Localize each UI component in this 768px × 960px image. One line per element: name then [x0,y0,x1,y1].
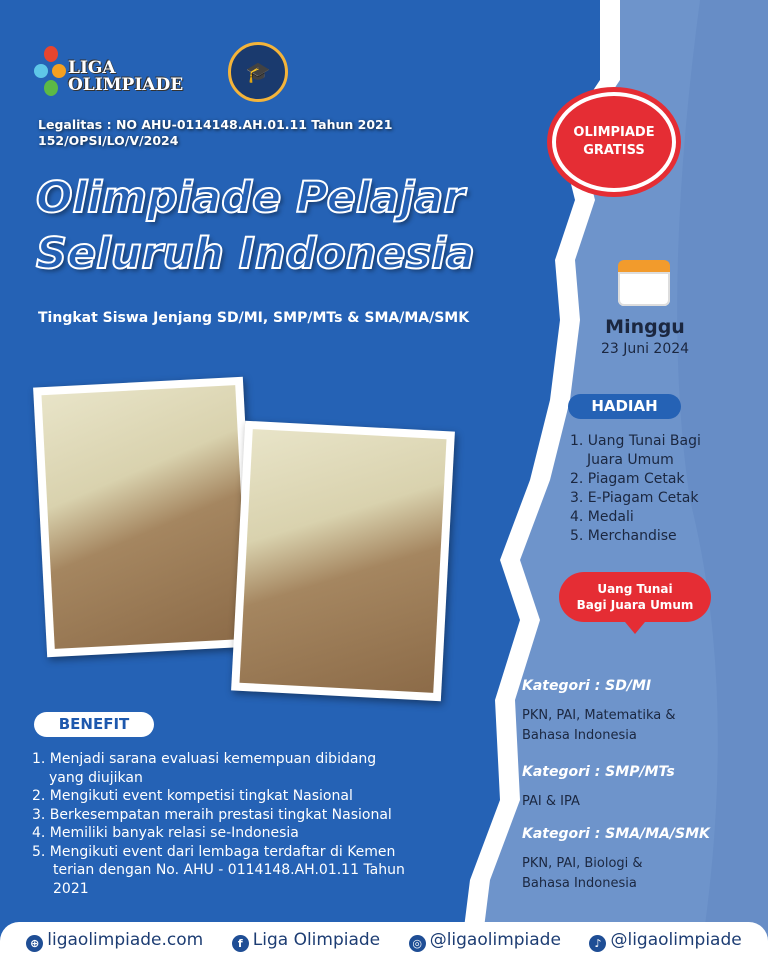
legal-info: Legalitas : NO AHU-0114148.AH.01.11 Tahun 2021 152/OPSI/LO/V/2024 [38,117,393,148]
list-item: 5. Merchandise [570,528,677,544]
list-item: 2021 [53,880,89,897]
smart-student-badge-icon: 🎓 [228,42,288,102]
kategori-sma: Kategori : SMA/MA/SMK PKN, PAI, Biologi & Bahasa Indonesia [522,826,710,891]
list-item: 3. E-Piagam Cetak [570,490,699,506]
student-photo-1 [33,377,257,658]
list-item: 2. Piagam Cetak [570,471,685,487]
website-link[interactable]: ⊕ ligaolimpiade.com [26,930,203,952]
globe-icon: ⊕ [26,935,43,952]
list-item: 1. Uang Tunai Bagi [570,433,701,449]
list-item: yang diujikan [49,769,143,786]
list-item: 5. Mengikuti event dari lembaga terdaftar di Kemen [32,843,396,860]
hadiah-label: HADIAH [568,394,681,419]
kategori-smp: Kategori : SMP/MTs PAI & IPA [522,764,675,809]
prize-callout: Uang Tunai Bagi Juara Umum [559,572,711,622]
calendar-icon [618,260,670,306]
hadiah-list [570,432,701,546]
logo-text: LIGA OLIMPIADE [68,58,184,95]
event-date: 23 Juni 2024 [600,341,690,357]
kategori-sd: Kategori : SD/MI PKN, PAI, Matematika & Bahasa Indonesia [522,678,676,743]
list-item: terian dengan No. AHU - 0114148.AH.01.11 Tahun [53,862,405,878]
list-item: 4. Medali [570,509,634,525]
facebook-link[interactable]: f Liga Olimpiade [232,930,380,952]
list-item: 3. Berkesempatan meraih prestasi tingkat Nasional [32,806,392,823]
benefit-label: BENEFIT [34,712,154,737]
list-item: 4. Memiliki banyak relasi se-Indonesia [32,825,299,841]
instagram-icon: ◎ [409,935,426,952]
tiktok-icon: ♪ [589,935,606,952]
benefit-list [32,750,405,898]
footer [0,922,768,960]
tiktok-link[interactable]: ♪ @ligaolimpiade [589,930,741,952]
list-item: 2. Mengikuti event kompetisi tingkat Nasional [32,788,353,804]
event-day: Minggu [605,316,685,338]
facebook-icon: f [232,935,249,952]
instagram-link[interactable]: ◎ @ligaolimpiade [409,930,561,952]
free-seal: OLIMPIADE GRATISS [552,92,676,192]
list-item: 1. Menjadi sarana evaluasi kemempuan dibidang [32,751,377,767]
page-title: Olimpiade Pelajar Seluruh Indonesia [36,173,475,279]
subtitle: Tingkat Siswa Jenjang SD/MI, SMP/MTs & SMA/MA/SMK [38,310,470,326]
list-item: Juara Umum [587,452,674,468]
student-photo-2 [231,421,455,702]
liga-olimpiade-logo-icon [34,46,66,98]
